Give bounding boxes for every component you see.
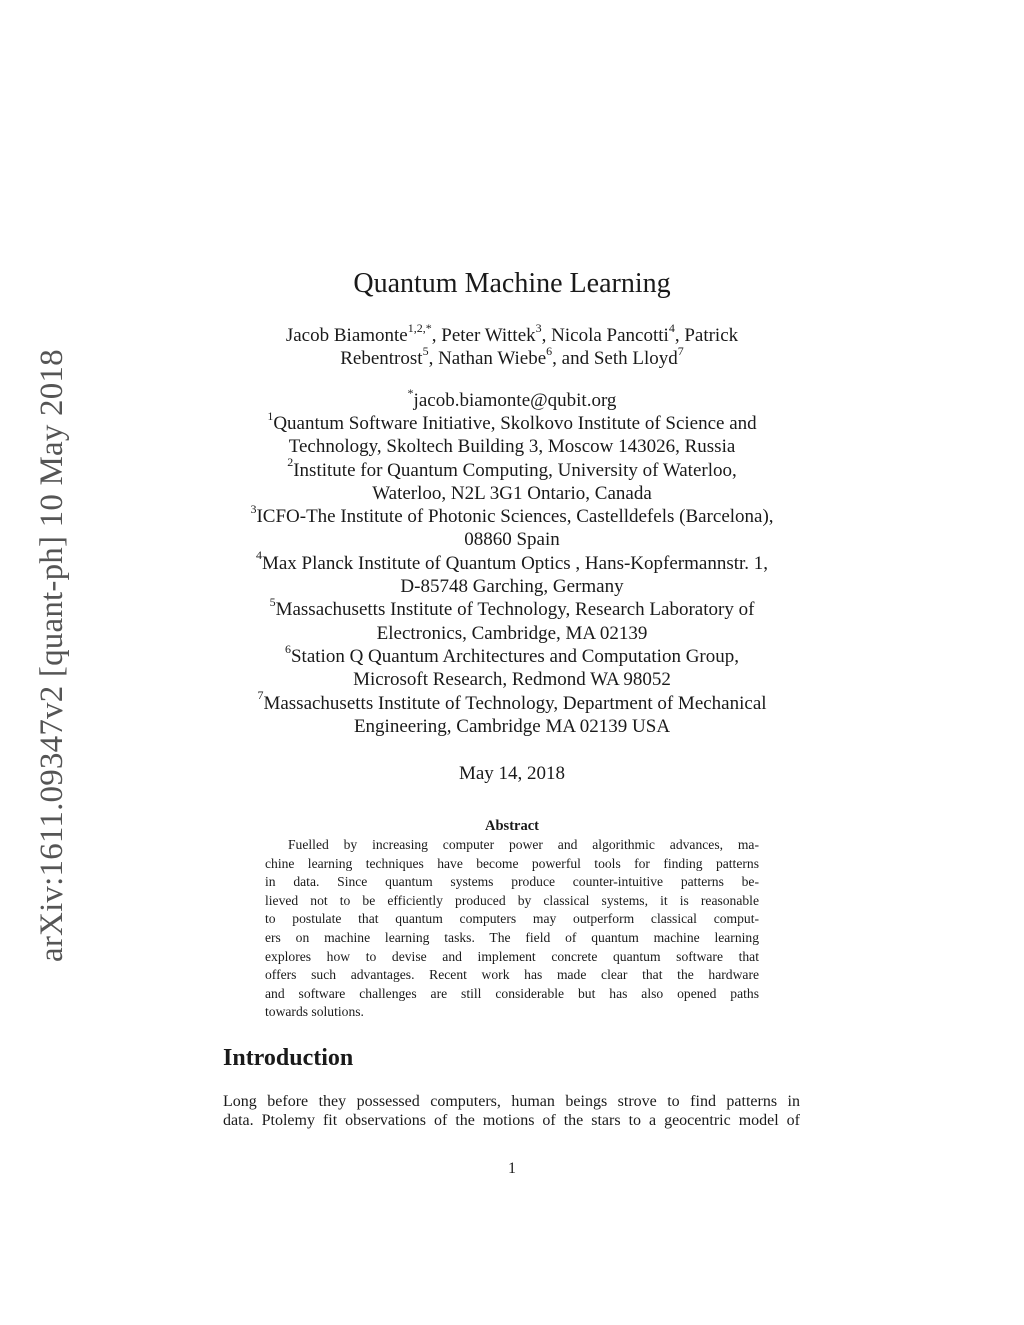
author-separator: , xyxy=(428,348,439,370)
author-affiliation-mark: 3 xyxy=(535,320,542,335)
author-line xyxy=(0,343,1024,370)
author-affiliation-mark: 4 xyxy=(668,320,675,335)
introduction-line: data. Ptolemy fit observations of the motions of the stars to a geocentric model of xyxy=(223,1112,800,1130)
affiliation-line xyxy=(0,528,1024,551)
abstract-line: in data. Since quantum systems produce counter-intuitive patterns be- xyxy=(265,874,759,890)
affiliation-number: 4 xyxy=(255,548,262,563)
affiliation-number: 6 xyxy=(284,641,291,656)
author-name: Jacob Biamonte xyxy=(285,325,408,346)
abstract-line: offers such advantages. Recent work has made clear that the hardware xyxy=(265,967,759,983)
abstract-line: ers on machine learning tasks. The field of quantum machine learning xyxy=(265,929,759,945)
introduction-heading: Introduction xyxy=(223,1045,354,1071)
affiliation-line xyxy=(0,668,1024,691)
author-separator: , Patrick xyxy=(674,325,739,346)
affiliation-number: 1 xyxy=(267,408,274,423)
affiliation-number: 3 xyxy=(250,501,257,516)
author-list xyxy=(0,320,1024,371)
introduction-body xyxy=(223,1092,800,1131)
affiliation-text: Station Q Quantum Architectures and Computation Group, xyxy=(290,645,739,667)
affiliation-text: D-85748 Garching, Germany xyxy=(400,576,624,598)
corresponding-mark: * xyxy=(407,385,414,400)
author-line xyxy=(0,320,1024,347)
affiliation-line xyxy=(0,641,1024,668)
page-number: 1 xyxy=(508,1160,516,1177)
author-name: Nicola Pancotti xyxy=(551,325,669,346)
corresponding-email xyxy=(0,385,1024,412)
affiliation-line xyxy=(0,435,1024,458)
affiliation-line xyxy=(0,408,1024,435)
affiliation-line xyxy=(0,501,1024,528)
abstract-body xyxy=(265,836,759,1022)
affiliation-number: 5 xyxy=(269,595,276,610)
abstract-line: chine learning techniques have become powerful tools for finding patterns xyxy=(265,855,759,871)
author-name: Nathan Wiebe xyxy=(438,348,547,370)
abstract-line: towards solutions. xyxy=(265,1004,364,1020)
affiliation-text: Electronics, Cambridge, MA 02139 xyxy=(376,622,648,644)
abstract-line: lieved not to be efficiently produced by classical systems, it is reasonable xyxy=(265,892,759,908)
author-separator: , xyxy=(541,325,552,346)
publication-date: May 14, 2018 xyxy=(458,763,566,784)
affiliation-text: Technology, Skoltech Building 3, Moscow 143026, Russia xyxy=(288,436,736,458)
affiliation-text: Massachusetts Institute of Technology, Research Laboratory of xyxy=(275,599,755,621)
affiliation-text: ICFO-The Institute of Photonic Sciences, Castelldefels (Barcelona), xyxy=(256,506,774,528)
arxiv-identifier-stamp: arXiv:1611.09347v2 [quant-ph] 10 May 2018 xyxy=(34,349,70,962)
author-name: Peter Wittek xyxy=(441,325,536,346)
affiliation-line xyxy=(0,715,1024,738)
affiliation-text: 08860 Spain xyxy=(464,529,560,551)
paper-title: Quantum Machine Learning xyxy=(353,268,671,299)
author-affiliation-mark: 7 xyxy=(677,343,684,358)
affiliation-line xyxy=(0,688,1024,715)
affiliation-line xyxy=(0,548,1024,575)
affiliation-text: Institute for Quantum Computing, University of Waterloo, xyxy=(293,459,737,481)
author-name: Rebentrost xyxy=(340,348,423,370)
affiliation-number: 2 xyxy=(287,455,294,470)
author-name: Seth Lloyd xyxy=(593,348,678,370)
abstract-heading: Abstract xyxy=(485,818,539,834)
affiliation-text: Microsoft Research, Redmond WA 98052 xyxy=(353,669,671,691)
author-affiliation-mark: 5 xyxy=(422,343,429,358)
author-affiliation-mark: 6 xyxy=(546,343,553,358)
email-address: jacob.biamonte@qubit.org xyxy=(413,390,617,411)
introduction-line: Long before they possessed computers, human beings strove to find patterns in xyxy=(223,1093,800,1110)
abstract-line: Fuelled by increasing computer power and algorithmic advances, ma- xyxy=(288,837,759,852)
affiliation-line xyxy=(0,575,1024,598)
abstract-line: to postulate that quantum computers may outperform classical comput- xyxy=(265,911,759,927)
affiliation-line xyxy=(0,622,1024,645)
affiliation-text: Waterloo, N2L 3G1 Ontario, Canada xyxy=(372,482,652,504)
affiliation-line xyxy=(0,595,1024,621)
affiliation-text: Quantum Software Initiative, Skolkovo Institute of Science and xyxy=(273,413,757,434)
affiliation-text: Max Planck Institute of Quantum Optics , Hans-Kopfermannstr. 1, xyxy=(261,552,769,574)
affiliation-number: 7 xyxy=(257,688,264,703)
abstract-line: and software challenges are still considerable but has also opened paths xyxy=(265,985,759,1001)
author-separator: , xyxy=(431,325,442,346)
author-separator: , and xyxy=(552,348,594,370)
affiliation-text: Massachusetts Institute of Technology, Department of Mechanical xyxy=(263,692,767,714)
abstract-line: explores how to devise and implement concrete quantum software that xyxy=(265,948,759,964)
affiliation-text: Engineering, Cambridge MA 02139 USA xyxy=(353,715,671,737)
affiliation-line xyxy=(0,482,1024,505)
affiliation-line xyxy=(0,455,1024,482)
affiliation-list xyxy=(0,408,1024,738)
author-affiliation-mark: 1,2,* xyxy=(407,320,432,335)
